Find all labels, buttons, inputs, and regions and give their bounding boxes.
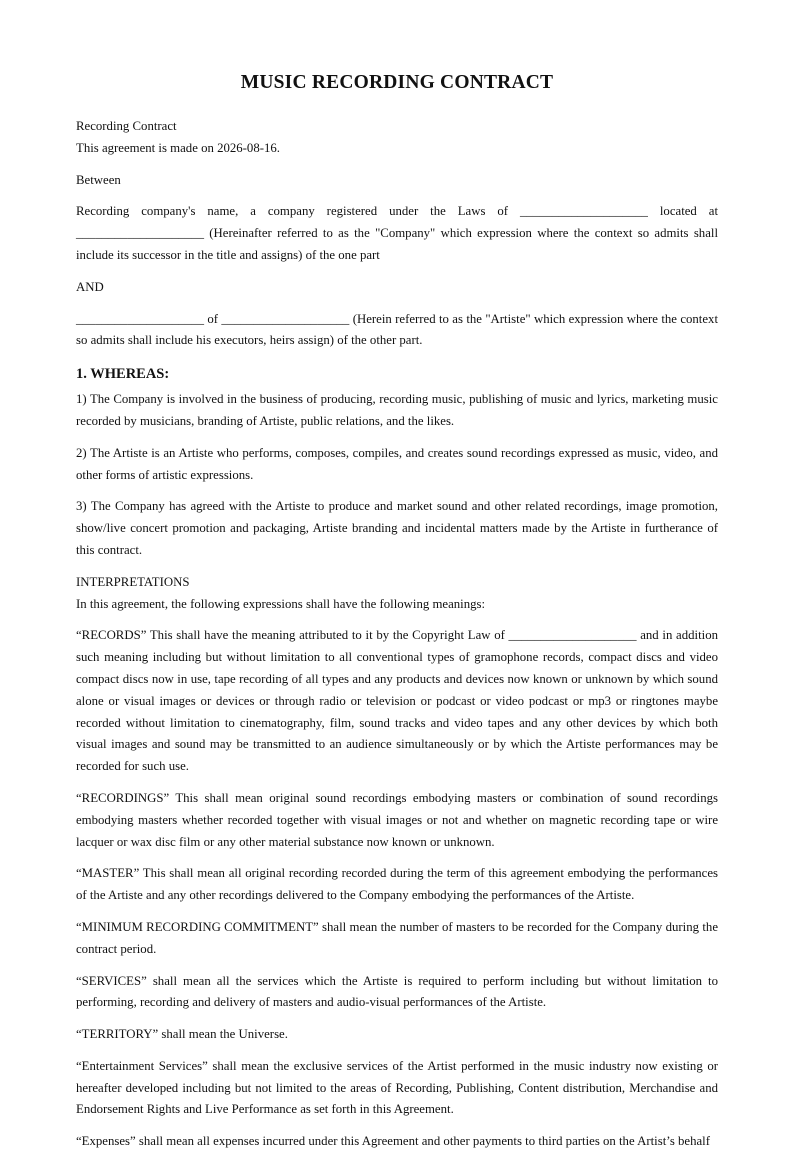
party-artiste-clause: ____________________ of ____________________ (Herein referred to as the "Artiste" which expression where the context so admits shall include his executors, heirs assign) of the other part. [76,311,718,348]
interpretations-intro: In this agreement, the following expressions shall have the following meanings: [76,596,486,611]
definition-paragraph: “MASTER” This shall mean all original recording recorded during the term of this agreement embodying the performances of the Artiste and any other recordings delivered to the Company embodying the performances of the Artiste. [76,866,718,903]
whereas-clause: 1) The Company is involved in the business of producing, recording music, publishing of music and lyrics, marketing music recorded by musicians, branding of Artiste, public relations, and the likes. [76,392,718,428]
definition-paragraph: “TERRITORY” shall mean the Universe. [76,1027,288,1042]
whereas-heading: 1. WHEREAS: [76,366,170,383]
whereas-clause: 2) The Artiste is an Artiste who performs, composes, compiles, and creates sound recordings expressed as music, video, and other forms of artistic expressions. [76,445,718,482]
definition-paragraph: “Expenses” shall mean all expenses incurred under this Agreement and other payments to third parties on the Artist’s behalf [76,1134,710,1149]
definition-paragraph: “RECORDS” This shall have the meaning attributed to it by the Copyright Law of ____________________ and in addition such meaning including but without limitation to all conventional types of gramophone records, compact discs and video compact discs now in use, tape recording of all types and any products and devices now known or unknown by which sound alone or visual images or devices or through radio or television or podcast or video podcast or mp3 or ringtones maybe recorded without limitation to cinematography, film, sound tracks and video tapes and any other devices by which both visual images and sound may be transmitted to an audience simultaneously or by which the Artiste performances may be recorded for such use. [76,628,718,774]
document-body [76,72,718,1153]
definition-paragraph: “SERVICES” shall mean all the services which the Artiste is required to perform including but without limitation to performing, recording and delivery of masters and audio-visual performances of the Artiste. [76,973,718,1010]
definition-paragraph: “MINIMUM RECORDING COMMITMENT” shall mean the number of masters to be recorded for the Company during the contract period. [76,919,718,956]
party-company-clause: Recording company's name, a company registered under the Laws of ____________________ located at ____________________ (Hereinafter referred to as the "Company" which expression where the context so admits shall include its successor in the title and assigns) of the one part [76,204,718,262]
whereas-clause: 3) The Company has agreed with the Artiste to produce and market sound and other related recordings, image promotion, show/live concert promotion and packaging, Artiste branding and incidental matters made by the Artiste in furtherance of this contract. [76,499,718,557]
document-title: MUSIC RECORDING CONTRACT [240,72,554,93]
interpretations-heading: INTERPRETATIONS [76,574,190,589]
agreement-date: This agreement is made on 2026-08-16. [76,140,280,155]
and-label: AND [76,279,104,294]
document-subtitle: Recording Contract [76,119,177,133]
between-label: Between [76,172,121,187]
definition-paragraph: “RECORDINGS” This shall mean original sound recordings embodying masters or combination of sound recordings embodying masters whether recorded together with visual images or not and whether on magnetic recording tape or wire lacquer or wax disc film or any other material substance now known or unknown. [76,790,718,849]
definition-paragraph: “Entertainment Services” shall mean the exclusive services of the Artist performed in the music industry now existing or hereafter developed including but not limited to the areas of Recording, Publishing, Content distribution, Merchandise and Endorsement Rights and Live Performance as set forth in this Agreement. [76,1058,718,1117]
